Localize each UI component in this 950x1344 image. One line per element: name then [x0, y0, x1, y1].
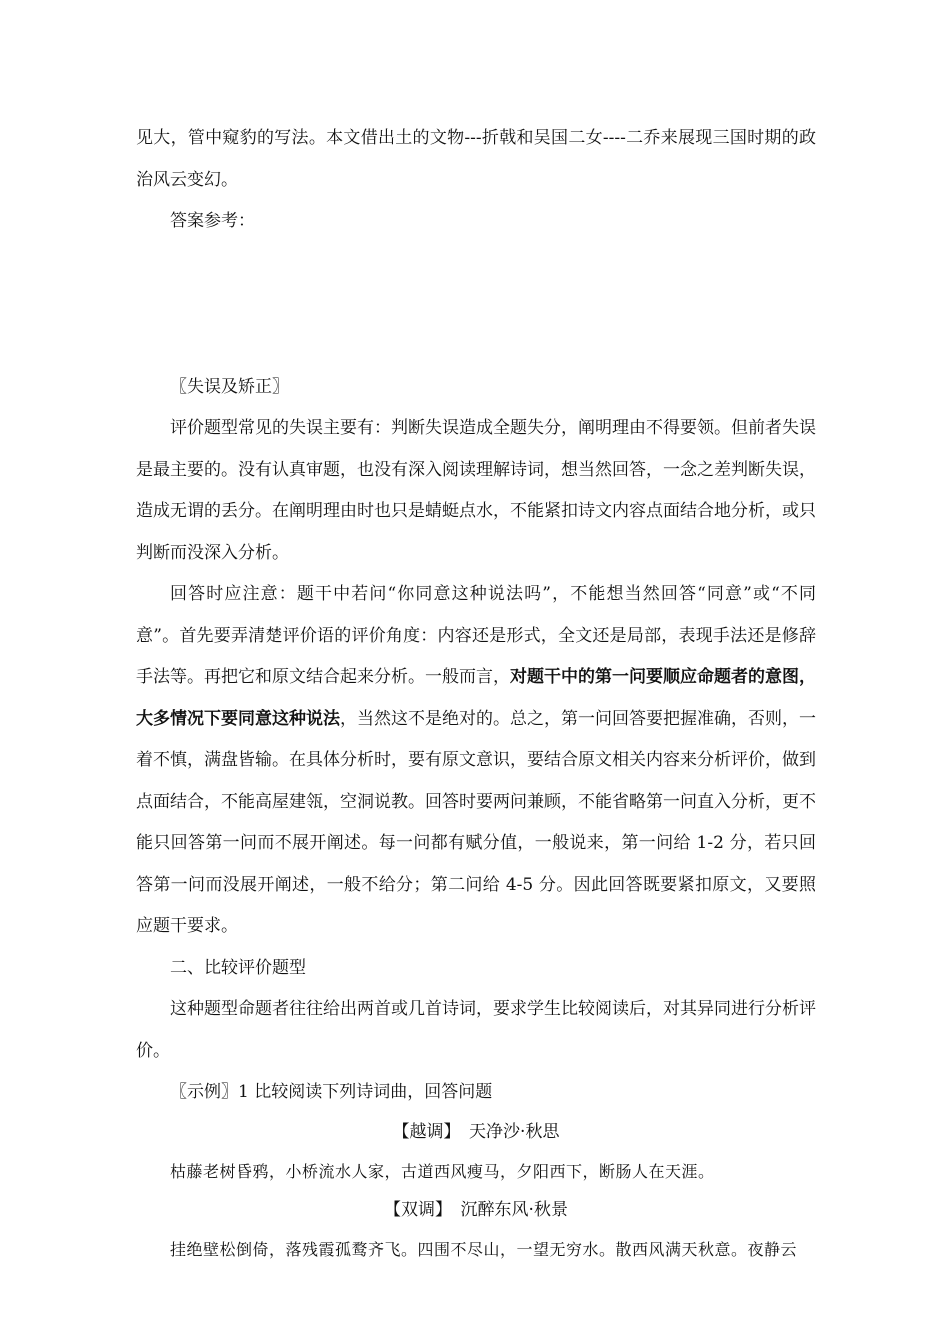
answer-tips-text-start: 回答时应注意：题干中若问“你同意这种说法吗”，不能想当然回答“同意”或“不同意”。首先要弄清楚评价语的评价角度：内容还是形式，全文还是局部，表现手法还是修辞手法等。再把它和原文结合起来分析。一般而言， — [136, 584, 816, 687]
answer-tips-bold: 对题干中的第一问要顺应命题者的意图，大多情况下要同意这种说法 — [136, 667, 816, 729]
section-heading-errors: 〖失误及矫正〗 — [170, 376, 289, 397]
answer-reference: 答案参考： — [170, 211, 255, 231]
paragraph-continuation: 见大，管中窥豹的写法。本文借出土的文物---折戟和吴国二女----二乔来展现三国时期的政治风云变幻。 — [136, 128, 816, 190]
answer-tips-text-end: ，当然这不是绝对的。总之，第一问回答要把握准确，否则，一着不慎，满盘皆输。在具体分析时，要有原文意识，要结合原文相关内容来分析评价，做到点面结合，不能高屋建瓴，空洞说教。回答时要两问兼顾，不能省略第一问直入分析，更不能只回答第一问而不展开阐述。每一问都有赋分值，一般说来，第一问给 1-2 分，若只回答第一问而没展开阐述，一般不给分；第二问给 4-5 分。因此回答既要紧扣原文，又要照应题干要求。 — [136, 708, 816, 936]
paragraph-errors: 评价题型常见的失误主要有：判断失误造成全题失分，阐明理由不得要领。但前者失误是最主要的。没有认真审题，也没有深入阅读理解诗词，想当然回答，一念之差判断失误，造成无谓的丢分。在阐明理由时也只是蜻蜓点水，不能紧扣诗文内容点面结合地分析，或只判断而没深入分析。 — [136, 418, 816, 563]
section-heading-comparison: 二、比较评价题型 — [170, 957, 306, 978]
blank-space — [136, 243, 816, 367]
document-page — [136, 118, 816, 1271]
poem1-title: 【越调】 天净沙·秋思 — [392, 1121, 560, 1142]
poem2-title: 【双调】 沉醉东风·秋景 — [384, 1200, 568, 1220]
example-heading: 〖示例〗1 比较阅读下列诗词曲，回答问题 — [170, 1082, 493, 1102]
paragraph-answer-tips — [136, 574, 816, 948]
poem1-body: 枯藤老树昏鸦，小桥流水人家，古道西风瘦马，夕阳西下，断肠人在天涯。 — [170, 1161, 715, 1181]
poem2-body: 挂绝壁松倒倚，落残霞孤鹜齐飞。四围不尽山，一望无穷水。散西风满天秋意。夜静云 — [170, 1240, 798, 1259]
paragraph-comparison: 这种题型命题者往往给出两首或几首诗词，要求学生比较阅读后，对其异同进行分析评价。 — [136, 999, 816, 1061]
